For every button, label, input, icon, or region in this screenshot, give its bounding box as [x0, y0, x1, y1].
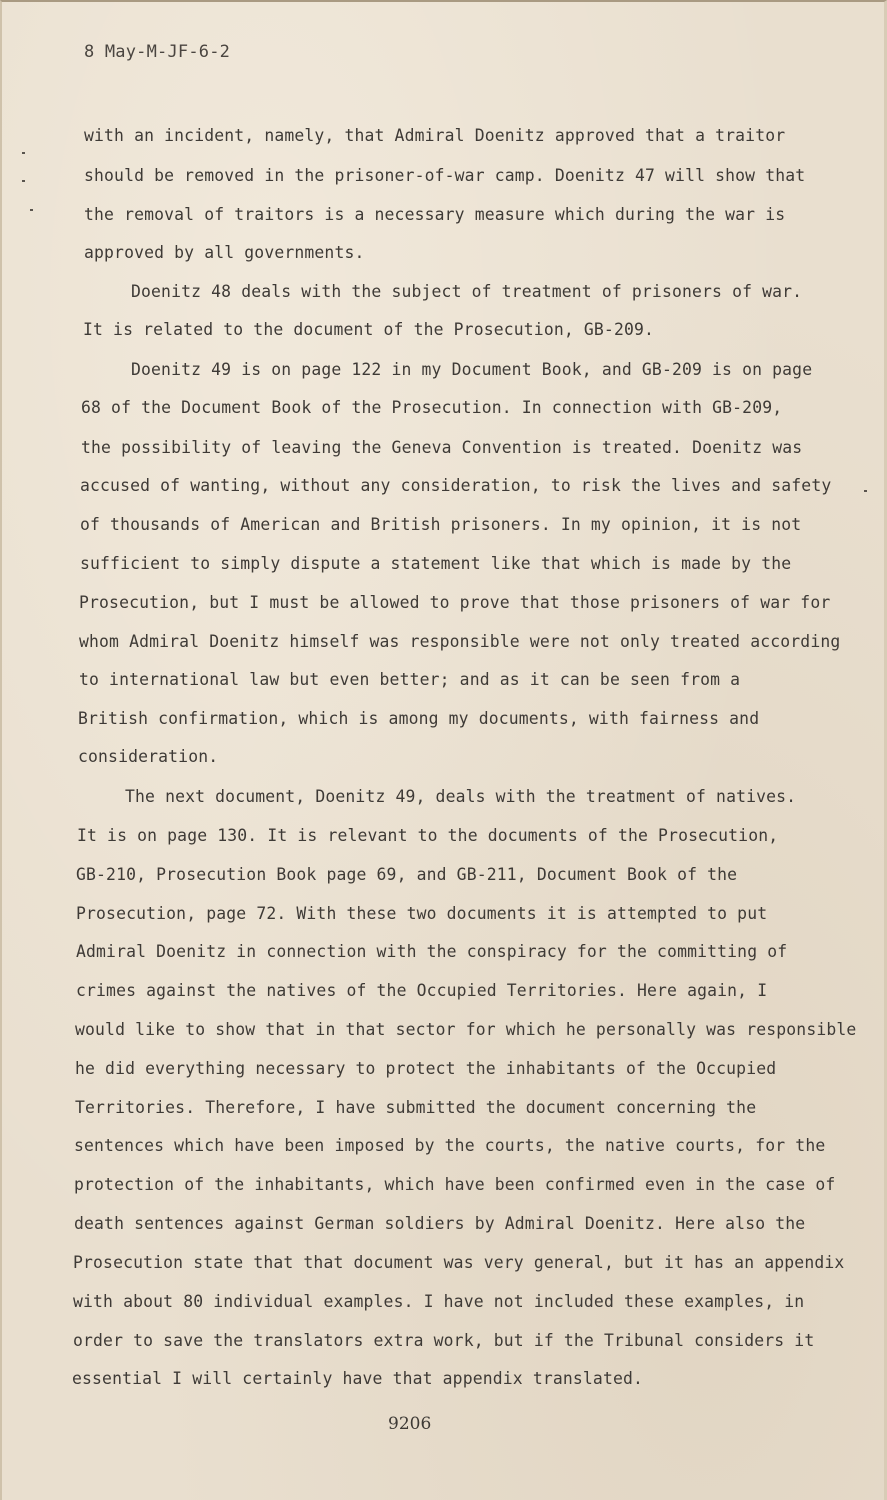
text-line: Doenitz 48 deals with the subject of treatment of prisoners of war.: [131, 282, 803, 301]
text-line: Prosecution state that that document was very general, but it has an appendix: [73, 1253, 845, 1272]
margin-mark: [22, 152, 25, 154]
text-line: death sentences against German soldiers by Admiral Doenitz. Here also the: [74, 1214, 806, 1233]
text-line: protection of the inhabitants, which have been confirmed even in the case of: [74, 1175, 836, 1194]
text-line: essential I will certainly have that appendix translated.: [72, 1369, 644, 1388]
text-line: whom Admiral Doenitz himself was responsible were not only treated according: [79, 632, 841, 651]
text-line: should be removed in the prisoner-of-war camp. Doenitz 47 will show that: [84, 166, 806, 185]
text-line: British confirmation, which is among my documents, with fairness and: [78, 709, 760, 728]
text-line: sufficient to simply dispute a statement like that which is made by the: [80, 554, 792, 573]
text-line: order to save the translators extra work, but if the Tribunal considers it: [73, 1331, 815, 1350]
text-line: Prosecution, page 72. With these two documents it is attempted to put: [76, 904, 768, 923]
text-line: the removal of traitors is a necessary measure which during the war is: [84, 205, 786, 224]
text-line: he did everything necessary to protect the inhabitants of the Occupied: [75, 1059, 777, 1078]
text-line: Territories. Therefore, I have submitted the document concerning the: [75, 1098, 757, 1117]
text-line: approved by all governments.: [84, 243, 365, 262]
text-line: crimes against the natives of the Occupied Territories. Here again, I: [76, 981, 768, 1000]
document-reference: 8 May-M-JF-6-2: [84, 42, 231, 62]
text-line: Prosecution, but I must be allowed to prove that those prisoners of war for: [79, 593, 831, 612]
text-line: sentences which have been imposed by the courts, the native courts, for the: [74, 1136, 826, 1155]
margin-mark: [22, 180, 25, 182]
text-line: 68 of the Document Book of the Prosecution. In connection with GB-209,: [81, 398, 783, 417]
text-line: consideration.: [78, 747, 219, 766]
page-number: 9206: [388, 1414, 432, 1434]
text-line: the possibility of leaving the Geneva Convention is treated. Doenitz was: [81, 438, 803, 457]
text-line: to international law but even better; and as it can be seen from a: [79, 670, 741, 689]
text-line: It is on page 130. It is relevant to the documents of the Prosecution,: [77, 826, 779, 845]
text-line: It is related to the document of the Prosecution, GB-209.: [83, 320, 655, 339]
text-line: Doenitz 49 is on page 122 in my Document Book, and GB-209 is on page: [131, 360, 813, 379]
text-line: would like to show that in that sector for which he personally was responsible: [75, 1020, 857, 1039]
text-line: The next document, Doenitz 49, deals with the treatment of natives.: [125, 787, 797, 806]
text-line: of thousands of American and British prisoners. In my opinion, it is not: [80, 515, 802, 534]
text-line: Admiral Doenitz in connection with the conspiracy for the committing of: [76, 942, 788, 961]
text-line: GB-210, Prosecution Book page 69, and GB-211, Document Book of the: [76, 865, 738, 884]
text-line: with about 80 individual examples. I have not included these examples, in: [73, 1292, 805, 1311]
text-line: with an incident, namely, that Admiral Doenitz approved that a traitor: [84, 126, 786, 145]
margin-mark: [864, 490, 867, 492]
text-line: accused of wanting, without any consideration, to risk the lives and safety: [80, 476, 832, 495]
margin-mark: [30, 209, 33, 211]
